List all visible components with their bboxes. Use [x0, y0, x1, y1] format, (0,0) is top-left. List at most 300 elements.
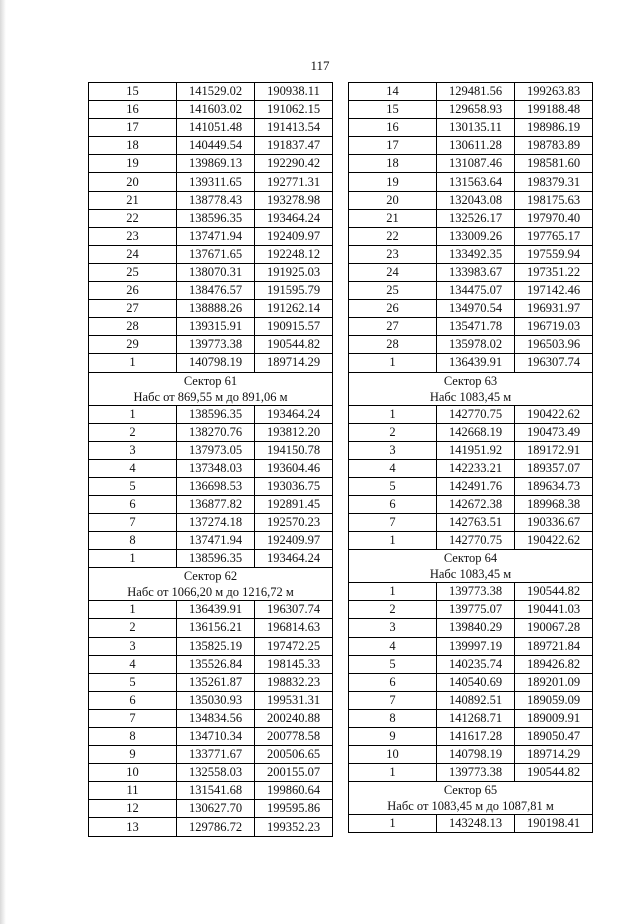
coordinate-row	[89, 673, 333, 691]
y-coordinate-cell: 192409.97	[255, 532, 333, 550]
coordinate-row	[89, 818, 333, 836]
y-coordinate-cell: 190544.82	[255, 336, 333, 354]
scan-edge-shadow	[0, 0, 6, 924]
coordinate-row	[349, 532, 593, 550]
x-coordinate-cell: 140892.51	[437, 691, 515, 709]
y-coordinate-cell: 193036.75	[255, 477, 333, 495]
coordinate-row	[89, 101, 333, 119]
y-coordinate-cell: 200506.65	[255, 746, 333, 764]
point-number-cell: 17	[349, 137, 437, 155]
x-coordinate-cell: 142770.75	[437, 532, 515, 550]
coordinate-row	[89, 191, 333, 209]
sector-header-row	[89, 372, 333, 389]
x-coordinate-cell: 135261.87	[177, 673, 255, 691]
coordinate-row	[89, 550, 333, 568]
sector-subtitle-row	[89, 584, 333, 601]
x-coordinate-cell: 142491.76	[437, 477, 515, 495]
page-number: 117	[310, 58, 330, 73]
coordinate-row	[89, 245, 333, 263]
point-number-cell: 17	[89, 119, 177, 137]
coordinate-row	[349, 514, 593, 532]
y-coordinate-cell: 191262.14	[255, 300, 333, 318]
y-coordinate-cell: 190473.49	[515, 423, 593, 441]
point-number-cell: 1	[349, 405, 437, 423]
coordinate-row	[89, 514, 333, 532]
x-coordinate-cell: 138596.35	[177, 550, 255, 568]
point-number-cell: 28	[349, 336, 437, 354]
coordinate-row	[349, 746, 593, 764]
coordinate-row	[349, 282, 593, 300]
coordinate-row	[89, 495, 333, 513]
y-coordinate-cell: 197142.46	[515, 282, 593, 300]
sector-range: Набс от 1083,45 м до 1087,81 м	[349, 798, 593, 815]
point-number-cell: 25	[349, 282, 437, 300]
coordinate-row	[349, 691, 593, 709]
y-coordinate-cell: 189172.91	[515, 441, 593, 459]
x-coordinate-cell: 137471.94	[177, 532, 255, 550]
x-coordinate-cell: 139997.19	[437, 637, 515, 655]
table-body-right	[349, 83, 593, 833]
point-number-cell: 9	[89, 746, 177, 764]
coordinate-row	[89, 405, 333, 423]
point-number-cell: 3	[89, 441, 177, 459]
x-coordinate-cell: 136156.21	[177, 619, 255, 637]
point-number-cell: 1	[89, 405, 177, 423]
point-number-cell: 1	[349, 583, 437, 601]
coordinate-row	[89, 423, 333, 441]
coordinate-row	[349, 583, 593, 601]
point-number-cell: 10	[349, 746, 437, 764]
x-coordinate-cell: 142672.38	[437, 495, 515, 513]
y-coordinate-cell: 196307.74	[255, 601, 333, 619]
x-coordinate-cell: 140235.74	[437, 655, 515, 673]
y-coordinate-cell: 190067.28	[515, 619, 593, 637]
x-coordinate-cell: 134710.34	[177, 728, 255, 746]
point-number-cell: 19	[89, 155, 177, 173]
y-coordinate-cell: 190544.82	[515, 583, 593, 601]
coordinate-row	[89, 782, 333, 800]
y-coordinate-cell: 193464.24	[255, 550, 333, 568]
y-coordinate-cell: 198832.23	[255, 673, 333, 691]
point-number-cell: 8	[89, 532, 177, 550]
x-coordinate-cell: 134834.56	[177, 709, 255, 727]
point-number-cell: 2	[349, 423, 437, 441]
x-coordinate-cell: 142770.75	[437, 405, 515, 423]
point-number-cell: 5	[89, 477, 177, 495]
y-coordinate-cell: 191925.03	[255, 263, 333, 281]
y-coordinate-cell: 199352.23	[255, 818, 333, 836]
point-number-cell: 2	[349, 601, 437, 619]
point-number-cell: 19	[349, 173, 437, 191]
x-coordinate-cell: 141617.28	[437, 728, 515, 746]
coordinate-row	[89, 318, 333, 336]
x-coordinate-cell: 141529.02	[177, 83, 255, 101]
point-number-cell: 10	[89, 764, 177, 782]
x-coordinate-cell: 139773.38	[437, 583, 515, 601]
x-coordinate-cell: 131563.64	[437, 173, 515, 191]
point-number-cell: 13	[89, 818, 177, 836]
coordinate-row	[349, 227, 593, 245]
sector-header-row	[349, 782, 593, 799]
coordinate-row	[89, 619, 333, 637]
x-coordinate-cell: 138476.57	[177, 282, 255, 300]
x-coordinate-cell: 137671.65	[177, 245, 255, 263]
point-number-cell: 28	[89, 318, 177, 336]
x-coordinate-cell: 133983.67	[437, 263, 515, 281]
x-coordinate-cell: 130627.70	[177, 800, 255, 818]
x-coordinate-cell: 132043.08	[437, 191, 515, 209]
coordinate-row	[89, 532, 333, 550]
y-coordinate-cell: 196503.96	[515, 336, 593, 354]
coordinate-row	[89, 263, 333, 281]
x-coordinate-cell: 139315.91	[177, 318, 255, 336]
coordinate-row	[349, 137, 593, 155]
x-coordinate-cell: 142668.19	[437, 423, 515, 441]
y-coordinate-cell: 189714.29	[255, 354, 333, 372]
point-number-cell: 7	[89, 709, 177, 727]
y-coordinate-cell: 198581.60	[515, 155, 593, 173]
point-number-cell: 15	[349, 101, 437, 119]
point-number-cell: 24	[89, 245, 177, 263]
point-number-cell: 6	[89, 691, 177, 709]
point-number-cell: 24	[349, 263, 437, 281]
x-coordinate-cell: 135825.19	[177, 637, 255, 655]
y-coordinate-cell: 190938.11	[255, 83, 333, 101]
y-coordinate-cell: 199263.83	[515, 83, 593, 101]
coordinate-row	[349, 191, 593, 209]
x-coordinate-cell: 141603.02	[177, 101, 255, 119]
x-coordinate-cell: 131541.68	[177, 782, 255, 800]
point-number-cell: 1	[89, 354, 177, 372]
point-number-cell: 25	[89, 263, 177, 281]
x-coordinate-cell: 135526.84	[177, 655, 255, 673]
y-coordinate-cell: 193464.24	[255, 209, 333, 227]
coordinate-row	[89, 477, 333, 495]
coordinate-row	[89, 119, 333, 137]
coordinate-row	[89, 209, 333, 227]
x-coordinate-cell: 136439.91	[437, 354, 515, 372]
x-coordinate-cell: 137348.03	[177, 459, 255, 477]
coordinate-row	[89, 709, 333, 727]
point-number-cell: 14	[349, 83, 437, 101]
point-number-cell: 18	[349, 155, 437, 173]
x-coordinate-cell: 139869.13	[177, 155, 255, 173]
y-coordinate-cell: 191837.47	[255, 137, 333, 155]
x-coordinate-cell: 138070.31	[177, 263, 255, 281]
coordinate-row	[89, 227, 333, 245]
y-coordinate-cell: 200240.88	[255, 709, 333, 727]
point-number-cell: 8	[349, 709, 437, 727]
x-coordinate-cell: 130135.11	[437, 119, 515, 137]
x-coordinate-cell: 129786.72	[177, 818, 255, 836]
y-coordinate-cell: 192891.45	[255, 495, 333, 513]
y-coordinate-cell: 197970.40	[515, 209, 593, 227]
coordinate-row	[89, 691, 333, 709]
x-coordinate-cell: 132526.17	[437, 209, 515, 227]
y-coordinate-cell: 197351.22	[515, 263, 593, 281]
y-coordinate-cell: 193812.20	[255, 423, 333, 441]
coordinate-row	[89, 800, 333, 818]
point-number-cell: 2	[89, 423, 177, 441]
point-number-cell: 4	[349, 459, 437, 477]
y-coordinate-cell: 189714.29	[515, 746, 593, 764]
x-coordinate-cell: 139773.38	[437, 764, 515, 782]
point-number-cell: 23	[89, 227, 177, 245]
x-coordinate-cell: 129481.56	[437, 83, 515, 101]
point-number-cell: 1	[89, 550, 177, 568]
y-coordinate-cell: 190422.62	[515, 532, 593, 550]
x-coordinate-cell: 135471.78	[437, 318, 515, 336]
point-number-cell: 9	[349, 728, 437, 746]
x-coordinate-cell: 137274.18	[177, 514, 255, 532]
y-coordinate-cell: 199860.64	[255, 782, 333, 800]
sector-title: Сектор 62	[89, 568, 333, 585]
point-number-cell: 21	[89, 191, 177, 209]
x-coordinate-cell: 139311.65	[177, 173, 255, 191]
coordinate-row	[349, 354, 593, 372]
x-coordinate-cell: 138596.35	[177, 209, 255, 227]
x-coordinate-cell: 140449.54	[177, 137, 255, 155]
coordinate-row	[349, 423, 593, 441]
y-coordinate-cell: 197472.25	[255, 637, 333, 655]
y-coordinate-cell: 189357.07	[515, 459, 593, 477]
point-number-cell: 8	[89, 728, 177, 746]
coordinate-row	[349, 495, 593, 513]
coordinate-row	[89, 282, 333, 300]
x-coordinate-cell: 137973.05	[177, 441, 255, 459]
x-coordinate-cell: 134475.07	[437, 282, 515, 300]
y-coordinate-cell: 197559.94	[515, 245, 593, 263]
sector-title: Сектор 61	[89, 372, 333, 389]
coordinate-row	[349, 318, 593, 336]
coordinate-row	[89, 300, 333, 318]
coordinate-row	[89, 655, 333, 673]
coordinate-row	[89, 764, 333, 782]
point-number-cell: 22	[89, 209, 177, 227]
x-coordinate-cell: 132558.03	[177, 764, 255, 782]
x-coordinate-cell: 138596.35	[177, 405, 255, 423]
point-number-cell: 6	[89, 495, 177, 513]
sector-range: Набс 1083,45 м	[349, 389, 593, 406]
point-number-cell: 4	[349, 637, 437, 655]
sector-subtitle-row	[349, 389, 593, 406]
table-body-left	[89, 83, 333, 837]
x-coordinate-cell: 138778.43	[177, 191, 255, 209]
x-coordinate-cell: 139775.07	[437, 601, 515, 619]
y-coordinate-cell: 196307.74	[515, 354, 593, 372]
y-coordinate-cell: 192409.97	[255, 227, 333, 245]
point-number-cell: 5	[89, 673, 177, 691]
point-number-cell: 1	[349, 354, 437, 372]
y-coordinate-cell: 196719.03	[515, 318, 593, 336]
y-coordinate-cell: 189059.09	[515, 691, 593, 709]
x-coordinate-cell: 133771.67	[177, 746, 255, 764]
point-number-cell: 21	[349, 209, 437, 227]
point-number-cell: 1	[349, 815, 437, 833]
y-coordinate-cell: 200155.07	[255, 764, 333, 782]
coordinate-row	[349, 815, 593, 833]
sector-subtitle-row	[89, 389, 333, 406]
sector-title: Сектор 63	[349, 372, 593, 389]
point-number-cell: 2	[89, 619, 177, 637]
point-number-cell: 1	[89, 601, 177, 619]
point-number-cell: 1	[349, 764, 437, 782]
y-coordinate-cell: 196814.63	[255, 619, 333, 637]
x-coordinate-cell: 138270.76	[177, 423, 255, 441]
point-number-cell: 7	[89, 514, 177, 532]
x-coordinate-cell: 136877.82	[177, 495, 255, 513]
y-coordinate-cell: 199595.86	[255, 800, 333, 818]
y-coordinate-cell: 193278.98	[255, 191, 333, 209]
y-coordinate-cell: 189634.73	[515, 477, 593, 495]
y-coordinate-cell: 199188.48	[515, 101, 593, 119]
coordinate-row	[349, 209, 593, 227]
y-coordinate-cell: 198175.63	[515, 191, 593, 209]
coordinate-row	[89, 746, 333, 764]
y-coordinate-cell: 191062.15	[255, 101, 333, 119]
coordinate-row	[89, 601, 333, 619]
point-number-cell: 11	[89, 782, 177, 800]
coordinates-table-right	[348, 82, 593, 833]
point-number-cell: 26	[349, 300, 437, 318]
point-number-cell: 16	[89, 101, 177, 119]
sector-header-row	[349, 550, 593, 567]
coordinate-row	[349, 673, 593, 691]
point-number-cell: 5	[349, 477, 437, 495]
x-coordinate-cell: 142233.21	[437, 459, 515, 477]
y-coordinate-cell: 194150.78	[255, 441, 333, 459]
point-number-cell: 4	[89, 655, 177, 673]
coordinate-row	[89, 441, 333, 459]
point-number-cell: 7	[349, 514, 437, 532]
point-number-cell: 27	[89, 300, 177, 318]
sector-range: Набс 1083,45 м	[349, 566, 593, 583]
y-coordinate-cell: 198986.19	[515, 119, 593, 137]
y-coordinate-cell: 192570.23	[255, 514, 333, 532]
coordinate-row	[349, 173, 593, 191]
x-coordinate-cell: 133009.26	[437, 227, 515, 245]
coordinate-row	[349, 119, 593, 137]
y-coordinate-cell: 193604.46	[255, 459, 333, 477]
point-number-cell: 4	[89, 459, 177, 477]
point-number-cell: 15	[89, 83, 177, 101]
coordinate-row	[89, 459, 333, 477]
point-number-cell: 20	[89, 173, 177, 191]
x-coordinate-cell: 129658.93	[437, 101, 515, 119]
point-number-cell: 16	[349, 119, 437, 137]
y-coordinate-cell: 192248.12	[255, 245, 333, 263]
coordinate-row	[349, 459, 593, 477]
y-coordinate-cell: 200778.58	[255, 728, 333, 746]
point-number-cell: 23	[349, 245, 437, 263]
sector-subtitle-row	[349, 566, 593, 583]
y-coordinate-cell: 189201.09	[515, 673, 593, 691]
coordinate-row	[89, 354, 333, 372]
y-coordinate-cell: 189426.82	[515, 655, 593, 673]
y-coordinate-cell: 191413.54	[255, 119, 333, 137]
y-coordinate-cell: 199531.31	[255, 691, 333, 709]
coordinate-row	[349, 441, 593, 459]
coordinate-row	[89, 137, 333, 155]
point-number-cell: 22	[349, 227, 437, 245]
x-coordinate-cell: 139773.38	[177, 336, 255, 354]
point-number-cell: 6	[349, 495, 437, 513]
x-coordinate-cell: 141951.92	[437, 441, 515, 459]
y-coordinate-cell: 190336.67	[515, 514, 593, 532]
coordinate-row	[349, 263, 593, 281]
coordinate-row	[349, 405, 593, 423]
x-coordinate-cell: 140798.19	[177, 354, 255, 372]
y-coordinate-cell: 190915.57	[255, 318, 333, 336]
point-number-cell: 7	[349, 691, 437, 709]
y-coordinate-cell: 189009.91	[515, 709, 593, 727]
sector-header-row	[89, 568, 333, 585]
point-number-cell: 6	[349, 673, 437, 691]
coordinate-row	[349, 709, 593, 727]
coordinate-row	[89, 83, 333, 101]
coordinate-row	[349, 477, 593, 495]
point-number-cell: 5	[349, 655, 437, 673]
point-number-cell: 26	[89, 282, 177, 300]
y-coordinate-cell: 190441.03	[515, 601, 593, 619]
coordinate-row	[349, 637, 593, 655]
x-coordinate-cell: 141051.48	[177, 119, 255, 137]
sector-title: Сектор 64	[349, 550, 593, 567]
point-number-cell: 3	[349, 619, 437, 637]
x-coordinate-cell: 142763.51	[437, 514, 515, 532]
coordinate-row	[89, 155, 333, 173]
coordinate-row	[349, 101, 593, 119]
y-coordinate-cell: 198145.33	[255, 655, 333, 673]
y-coordinate-cell: 198783.89	[515, 137, 593, 155]
coordinate-row	[349, 155, 593, 173]
y-coordinate-cell: 193464.24	[255, 405, 333, 423]
coordinate-row	[349, 655, 593, 673]
x-coordinate-cell: 137471.94	[177, 227, 255, 245]
x-coordinate-cell: 135030.93	[177, 691, 255, 709]
coordinate-row	[89, 336, 333, 354]
x-coordinate-cell: 140540.69	[437, 673, 515, 691]
point-number-cell: 29	[89, 336, 177, 354]
x-coordinate-cell: 136698.53	[177, 477, 255, 495]
sector-range: Набс от 1066,20 м до 1216,72 м	[89, 584, 333, 601]
coordinates-table-left	[88, 82, 333, 837]
coordinate-row	[349, 83, 593, 101]
coordinate-row	[89, 637, 333, 655]
coordinate-row	[349, 245, 593, 263]
x-coordinate-cell: 140798.19	[437, 746, 515, 764]
coordinate-row	[349, 336, 593, 354]
y-coordinate-cell: 189968.38	[515, 495, 593, 513]
sector-header-row	[349, 372, 593, 389]
point-number-cell: 1	[349, 532, 437, 550]
y-coordinate-cell: 196931.97	[515, 300, 593, 318]
y-coordinate-cell: 189721.84	[515, 637, 593, 655]
x-coordinate-cell: 139840.29	[437, 619, 515, 637]
x-coordinate-cell: 138888.26	[177, 300, 255, 318]
x-coordinate-cell: 134970.54	[437, 300, 515, 318]
x-coordinate-cell: 130611.28	[437, 137, 515, 155]
sector-subtitle-row	[349, 798, 593, 815]
coordinate-row	[349, 300, 593, 318]
x-coordinate-cell: 133492.35	[437, 245, 515, 263]
y-coordinate-cell: 198379.31	[515, 173, 593, 191]
point-number-cell: 20	[349, 191, 437, 209]
x-coordinate-cell: 131087.46	[437, 155, 515, 173]
coordinate-row	[349, 601, 593, 619]
point-number-cell: 27	[349, 318, 437, 336]
y-coordinate-cell: 190422.62	[515, 405, 593, 423]
